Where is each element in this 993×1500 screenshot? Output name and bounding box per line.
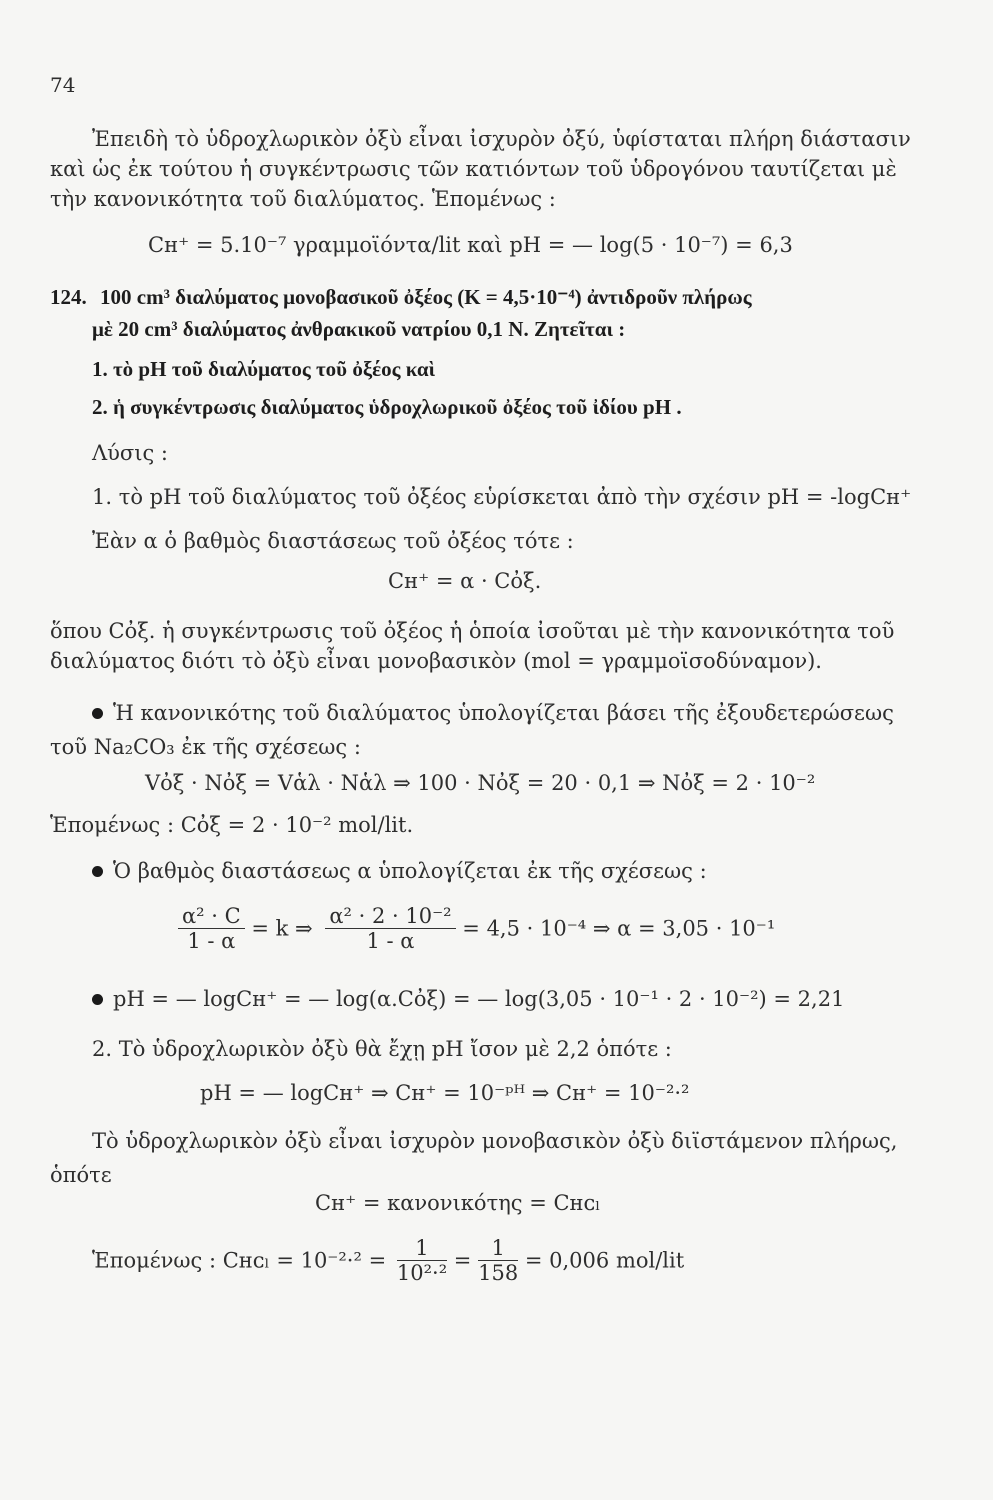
equation-1: Cʜ⁺ = α · Cὀξ. [388, 569, 542, 593]
bullet-icon [92, 994, 103, 1005]
intro-line-2: καὶ ὡς ἐκ τούτου ἡ συγκέντρωσις τῶν κατιόντων τοῦ ὑδρογόνου ταυτίζεται μὲ [50, 157, 897, 181]
final-equation: Ἑπομένως : Cʜᴄₗ = 10⁻²·² = $\frac{1}{\text{10²·²}}$ = $\frac{1}{158}$ = 0,006 mol/lit [92, 1236, 685, 1285]
equation-4: pH = — logCʜ⁺ ⇒ Cʜ⁺ = 10⁻ᵖᴴ ⇒ Cʜ⁺ = 10⁻²·² [200, 1081, 690, 1105]
intro-line-3: τὴν κανονικότητα τοῦ διαλύματος. Ἑπομένως : [50, 187, 556, 211]
fraction-1: $\frac{\text{α² · C}}{1 - \alpha}$ [178, 904, 245, 953]
final-fraction-2: $\frac{1}{158}$ [478, 1236, 519, 1285]
problem-line-1: 100 cm³ διαλύματος μονοβασικοῦ ὀξέος (K = 4,5·10⁻⁴) ἀντιδροῦν πλήρως [100, 285, 752, 309]
final-fraction-1: $\frac{1}{\text{10²·²}}$ [396, 1236, 448, 1285]
fraction-2: $\frac{\text{α² · 2 · 10⁻²}}{1 - \alpha}$ [325, 904, 455, 953]
bullet-normality-line-1: Ἡ κανονικότης τοῦ διαλύματος ὑπολογίζεται βάσει τῆς ἐξουδετερώσεως [92, 700, 894, 726]
solution-text-3b: διαλύματος διότι τὸ ὀξὺ εἶναι μονοβασικὸν (mol = γραμμοϊσοδύναμον). [50, 649, 822, 673]
bullet-icon [92, 866, 103, 877]
bullet-degree-line: Ὁ βαθμὸς διαστάσεως α ὑπολογίζεται ἐκ τῆς σχέσεως : [92, 858, 707, 884]
equation-5: Cʜ⁺ = κανονικότης = Cʜᴄₗ [315, 1191, 601, 1215]
equation-3: Ἑπομένως : Cὀξ = 2 · 10⁻² mol/lit. [50, 813, 414, 837]
solution-step-1: 1. τὸ pH τοῦ διαλύματος τοῦ ὀξέος εὑρίσκεται ἀπὸ τὴν σχέσιν pH = -logCʜ⁺ [92, 485, 912, 509]
solution-step-2: Ἐὰν α ὁ βαθμὸς διαστάσεως τοῦ ὀξέος τότε : [92, 529, 574, 553]
question-2: 2. ἡ συγκέντρωσις διαλύματος ὑδροχλωρικοῦ ὀξέος τοῦ ἰδίου pH . [92, 395, 682, 419]
solution-heading: Λύσις : [92, 441, 169, 465]
bullet-normality-line-2: τοῦ Na₂CO₃ ἐκ τῆς σχέσεως : [50, 735, 361, 759]
equation-2: Vὀξ · Nὀξ = Vἁλ · Nἁλ ⇒ 100 · Nὀξ = 20 · 0,1 ⇒ Nὀξ = 2 · 10⁻² [145, 771, 816, 795]
fraction-equation: $\frac{\text{α² · C}}{1 - \alpha}$ = k ⇒ $\frac{\text{α² · 2 · 10⁻²}}{1 - \alpha}$ = 4,5 · 10⁻⁴ ⇒ α = 3,05 · 10⁻¹ [178, 904, 775, 953]
problem-line-2: μὲ 20 cm³ διαλύματος ἀνθρακικοῦ νατρίου 0,1 N. Ζητεῖται : [92, 317, 626, 341]
bullet-ph-line: pH = — logCʜ⁺ = — log(α.Cὀξ) = — log(3,05 · 10⁻¹ · 2 · 10⁻²) = 2,21 [92, 986, 844, 1012]
solution-step-4: 2. Τὸ ὑδροχλωρικὸν ὀξὺ θὰ ἔχῃ pH ἴσον μὲ 2,2 ὁπότε : [92, 1037, 672, 1061]
question-1: 1. τὸ pH τοῦ διαλύματος τοῦ ὀξέος καὶ [92, 357, 436, 381]
solution-text-5a: Τὸ ὑδροχλωρικὸν ὀξὺ εἶναι ἰσχυρὸν μονοβασικὸν ὀξὺ διϊστάμενον πλήρως, [92, 1129, 898, 1153]
solution-text-5b: ὁπότε [50, 1163, 112, 1187]
page-number: 74 [50, 73, 76, 97]
problem-number: 124. [50, 285, 87, 309]
intro-equation: Cʜ⁺ = 5.10⁻⁷ γραμμοϊόντα/lit καὶ pH = — log(5 · 10⁻⁷) = 6,3 [148, 233, 793, 257]
bullet-icon [92, 708, 103, 719]
intro-line-1: Ἐπειδὴ τὸ ὑδροχλωρικὸν ὀξὺ εἶναι ἰσχυρὸν ὀξύ, ὑφίσταται πλήρη διάστασιν [92, 127, 911, 151]
solution-text-3a: ὅπου Cὀξ. ἡ συγκέντρωσις τοῦ ὀξέος ἡ ὁποία ἰσοῦται μὲ τὴν κανονικότητα τοῦ [50, 619, 895, 643]
